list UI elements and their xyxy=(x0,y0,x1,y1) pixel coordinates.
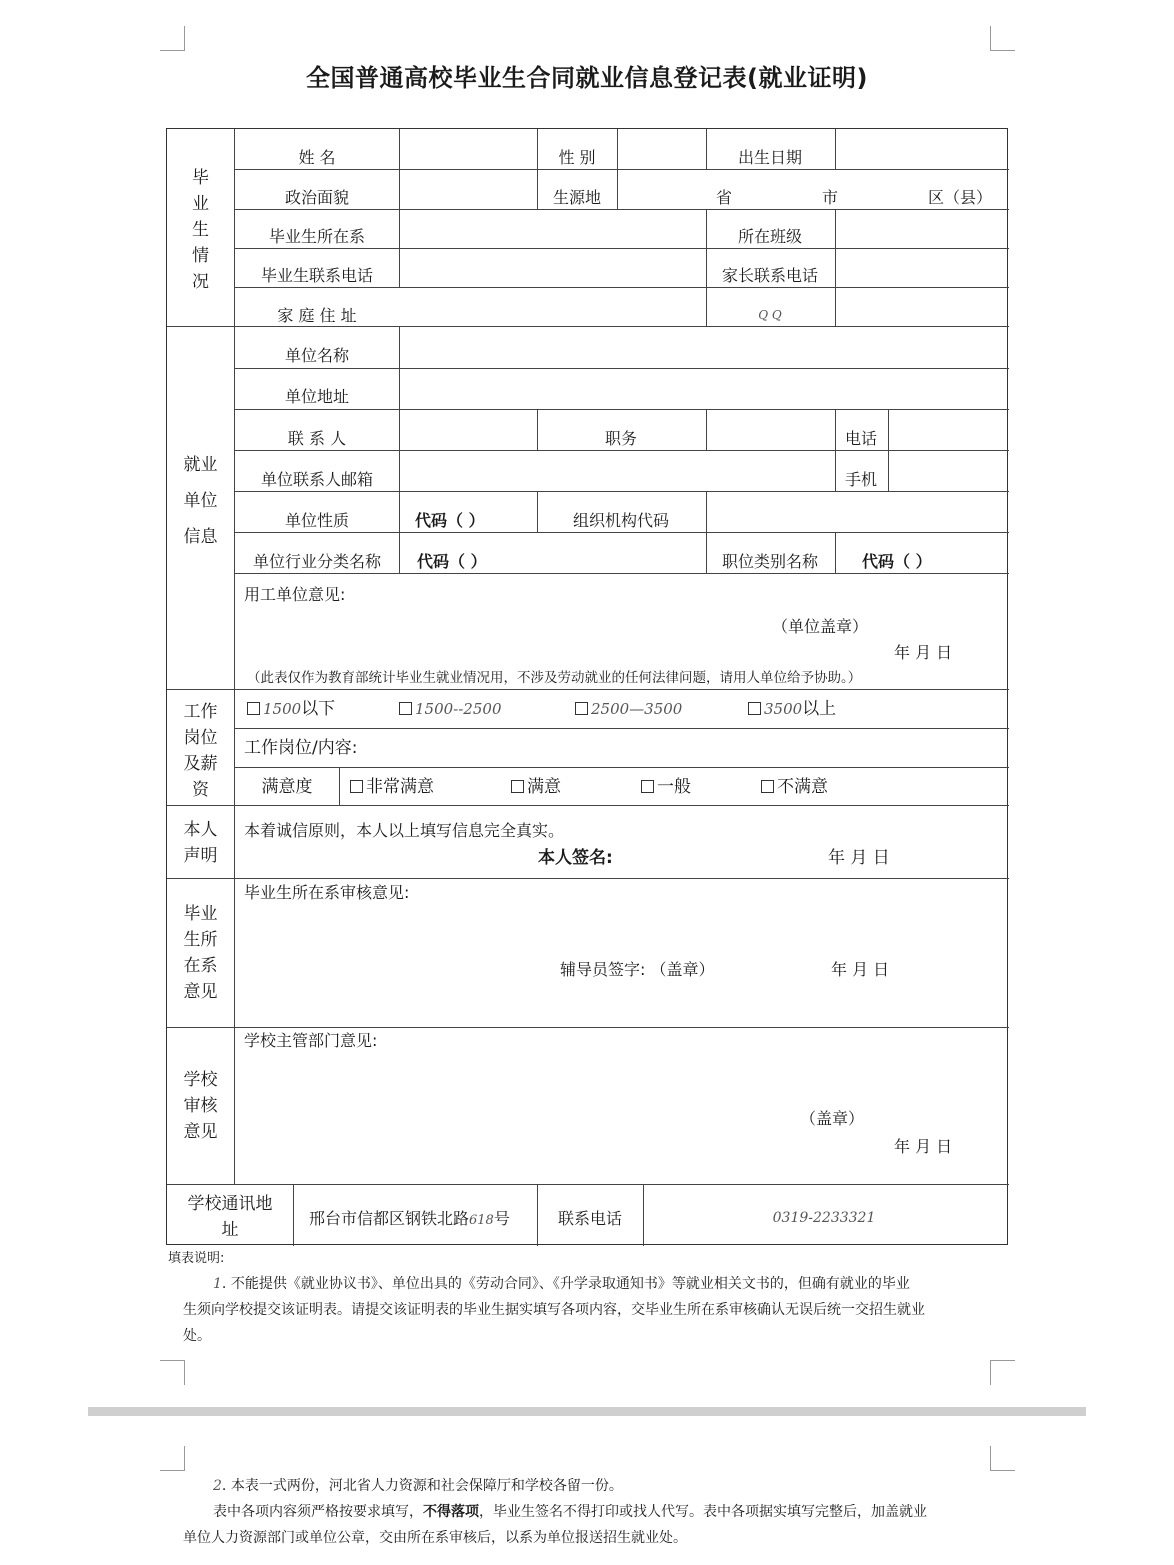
satisfaction-satisfied[interactable]: 满意 xyxy=(511,779,561,796)
label-city: 市 xyxy=(822,188,839,207)
divider xyxy=(234,532,1009,533)
divider xyxy=(167,878,1009,879)
divider xyxy=(234,767,1009,768)
label-origin: 生源地 xyxy=(552,188,602,207)
divider xyxy=(234,169,1009,170)
checkbox-icon xyxy=(399,702,412,715)
divider xyxy=(399,326,400,573)
divider xyxy=(835,532,836,573)
divider xyxy=(643,1184,644,1246)
divider xyxy=(835,209,836,326)
divider xyxy=(234,450,1009,451)
satisfaction-label: 满意度 xyxy=(261,777,313,797)
divider xyxy=(234,728,1009,729)
divider xyxy=(234,248,1009,249)
nature-code: 代码（ ） xyxy=(415,511,485,530)
school-address-label: 学校通讯地 址 xyxy=(187,1194,273,1240)
divider xyxy=(537,1184,538,1246)
signature-label: 本人签名: xyxy=(538,848,613,868)
industry-code: 代码（ ） xyxy=(417,552,487,571)
label-grad-phone: 毕业生联系电话 xyxy=(260,266,374,285)
dept-opinion-label: 毕业生所在系审核意见: xyxy=(244,883,410,902)
label-contact-tel: 电话 xyxy=(844,429,878,448)
crop-mark-page2-right xyxy=(990,1446,1015,1471)
label-department: 毕业生所在系 xyxy=(268,227,366,246)
page-title: 全国普通高校毕业生合同就业信息登记表(就业证明) xyxy=(306,64,868,92)
label-class: 所在班级 xyxy=(737,227,803,246)
registration-form xyxy=(166,128,1008,1245)
label-political-status: 政治面貌 xyxy=(284,188,350,207)
divider xyxy=(339,767,340,805)
divider xyxy=(399,129,400,287)
salary-option-below-1500[interactable]: 1500以下 xyxy=(247,701,335,718)
checkbox-icon xyxy=(748,702,761,715)
salary-option-2500-3500[interactable]: 2500—3500 xyxy=(575,701,682,718)
divider xyxy=(234,491,1009,492)
declaration-date: 年 月 日 xyxy=(828,848,890,868)
counselor-signature: 辅导员签字: （盖章） xyxy=(560,960,715,979)
label-org-code: 组织机构代码 xyxy=(572,511,670,530)
label-province: 省 xyxy=(716,188,733,207)
divider xyxy=(234,368,1009,369)
employer-disclaimer: （此表仅作为教育部统计毕业生就业情况用，不涉及劳动就业的任何法律问题，请用人单位给予协助。） xyxy=(247,670,862,686)
label-contact-person: 联 系 人 xyxy=(287,429,347,448)
job-category-code: 代码（ ） xyxy=(862,552,932,571)
crop-mark-page2-left xyxy=(160,1446,185,1471)
page-separator xyxy=(88,1407,1086,1416)
dept-date: 年 月 日 xyxy=(831,960,890,979)
label-contact-mobile: 手机 xyxy=(844,470,878,489)
label-employer-nature: 单位性质 xyxy=(284,511,350,530)
label-home-address: 家 庭 住 址 xyxy=(277,306,357,325)
note-1: 1. 不能提供《就业协议书》、单位出具的《劳动合同》、《升学录取通知书》等就业相关文书的，但确有就业的毕业 生须向学校提交该证明表。请提交该证明表的毕业生据实填写各项内容，交毕业生所在系审核确认无误后统一交招生就业 处。 xyxy=(183,1276,925,1344)
divider xyxy=(234,573,1009,574)
crop-mark-bottom-left xyxy=(160,1360,185,1385)
checkbox-icon xyxy=(350,780,363,793)
satisfaction-dissatisfied[interactable]: 不满意 xyxy=(761,779,828,796)
salary-option-1500-2500[interactable]: 1500--2500 xyxy=(399,701,501,718)
notes-heading: 填表说明: xyxy=(168,1251,225,1266)
section-label-grad-info: 毕 业 生 情 况 xyxy=(192,168,209,292)
school-opinion-label: 学校主管部门意见: xyxy=(244,1031,378,1050)
checkbox-icon xyxy=(247,702,260,715)
label-contact-email: 单位联系人邮箱 xyxy=(260,470,374,489)
divider xyxy=(706,209,707,326)
employer-opinion-label: 用工单位意见: xyxy=(244,585,346,604)
divider xyxy=(835,129,836,169)
school-address: 邢台市信都区钢铁北路618号 xyxy=(309,1209,510,1228)
label-birth-date: 出生日期 xyxy=(737,148,803,167)
note-2: 2. 本表一式两份，河北省人力资源和社会保障厅和学校各留一份。 表中各项内容须严格按要求填写，不得落项，毕业生签名不得打印或找人代写。表中各项据实填写完整后，加盖就业 单位人力资源部门或单位公章，交由所在系审核后，以系为单位报送招生就业处。 xyxy=(183,1478,927,1546)
section-label-declaration: 本人 声明 xyxy=(183,820,218,866)
divider xyxy=(167,689,1009,690)
label-employer-address: 单位地址 xyxy=(284,387,350,406)
salary-option-above-3500[interactable]: 3500以上 xyxy=(748,701,836,718)
divider xyxy=(537,129,538,209)
divider xyxy=(537,491,538,532)
divider xyxy=(234,409,1009,410)
school-phone: 0319-2233321 xyxy=(772,1210,876,1226)
label-name: 姓 名 xyxy=(298,148,336,167)
crop-mark-bottom-right xyxy=(990,1360,1015,1385)
school-phone-label: 联系电话 xyxy=(557,1209,623,1228)
satisfaction-very-satisfied[interactable]: 非常满意 xyxy=(350,779,434,796)
checkbox-icon xyxy=(575,702,588,715)
label-qq: Q Q xyxy=(758,308,782,322)
divider xyxy=(706,532,707,573)
employer-date: 年 月 日 xyxy=(894,643,953,662)
crop-mark-top-right xyxy=(990,26,1015,51)
section-label-position: 工作 岗位 及薪 资 xyxy=(183,702,218,800)
divider xyxy=(234,287,1009,288)
divider xyxy=(293,1184,294,1246)
divider xyxy=(706,129,707,169)
divider xyxy=(537,409,538,450)
label-district: 区（县） xyxy=(928,188,993,207)
divider xyxy=(234,209,1009,210)
divider xyxy=(706,491,707,532)
checkbox-icon xyxy=(761,780,774,793)
label-industry: 单位行业分类名称 xyxy=(252,552,382,571)
divider xyxy=(835,409,836,491)
satisfaction-average[interactable]: 一般 xyxy=(641,779,691,796)
divider xyxy=(888,409,889,491)
section-label-dept-opinion: 毕业 生所 在系 意见 xyxy=(183,904,218,1002)
checkbox-icon xyxy=(641,780,654,793)
divider xyxy=(167,326,1009,327)
section-label-employer-info: 就业 单位 信息 xyxy=(183,455,218,547)
label-job-category: 职位类别名称 xyxy=(721,552,819,571)
label-parent-phone: 家长联系电话 xyxy=(721,266,819,285)
section-label-school-review: 学校 审核 意见 xyxy=(183,1070,218,1142)
label-contact-title: 职务 xyxy=(604,429,638,448)
job-content-label: 工作岗位/内容: xyxy=(244,738,358,758)
school-date: 年 月 日 xyxy=(894,1137,953,1156)
checkbox-icon xyxy=(511,780,524,793)
label-employer-name: 单位名称 xyxy=(284,346,350,365)
label-gender: 性 别 xyxy=(558,148,596,167)
divider xyxy=(167,805,1009,806)
divider xyxy=(167,1027,1009,1028)
employer-stamp: （单位盖章） xyxy=(772,617,869,636)
divider xyxy=(617,129,618,209)
divider xyxy=(706,409,707,450)
school-stamp: （盖章） xyxy=(800,1109,865,1128)
crop-mark-top-left xyxy=(160,26,185,51)
declaration-text: 本着诚信原则，本人以上填写信息完全真实。 xyxy=(244,821,565,840)
